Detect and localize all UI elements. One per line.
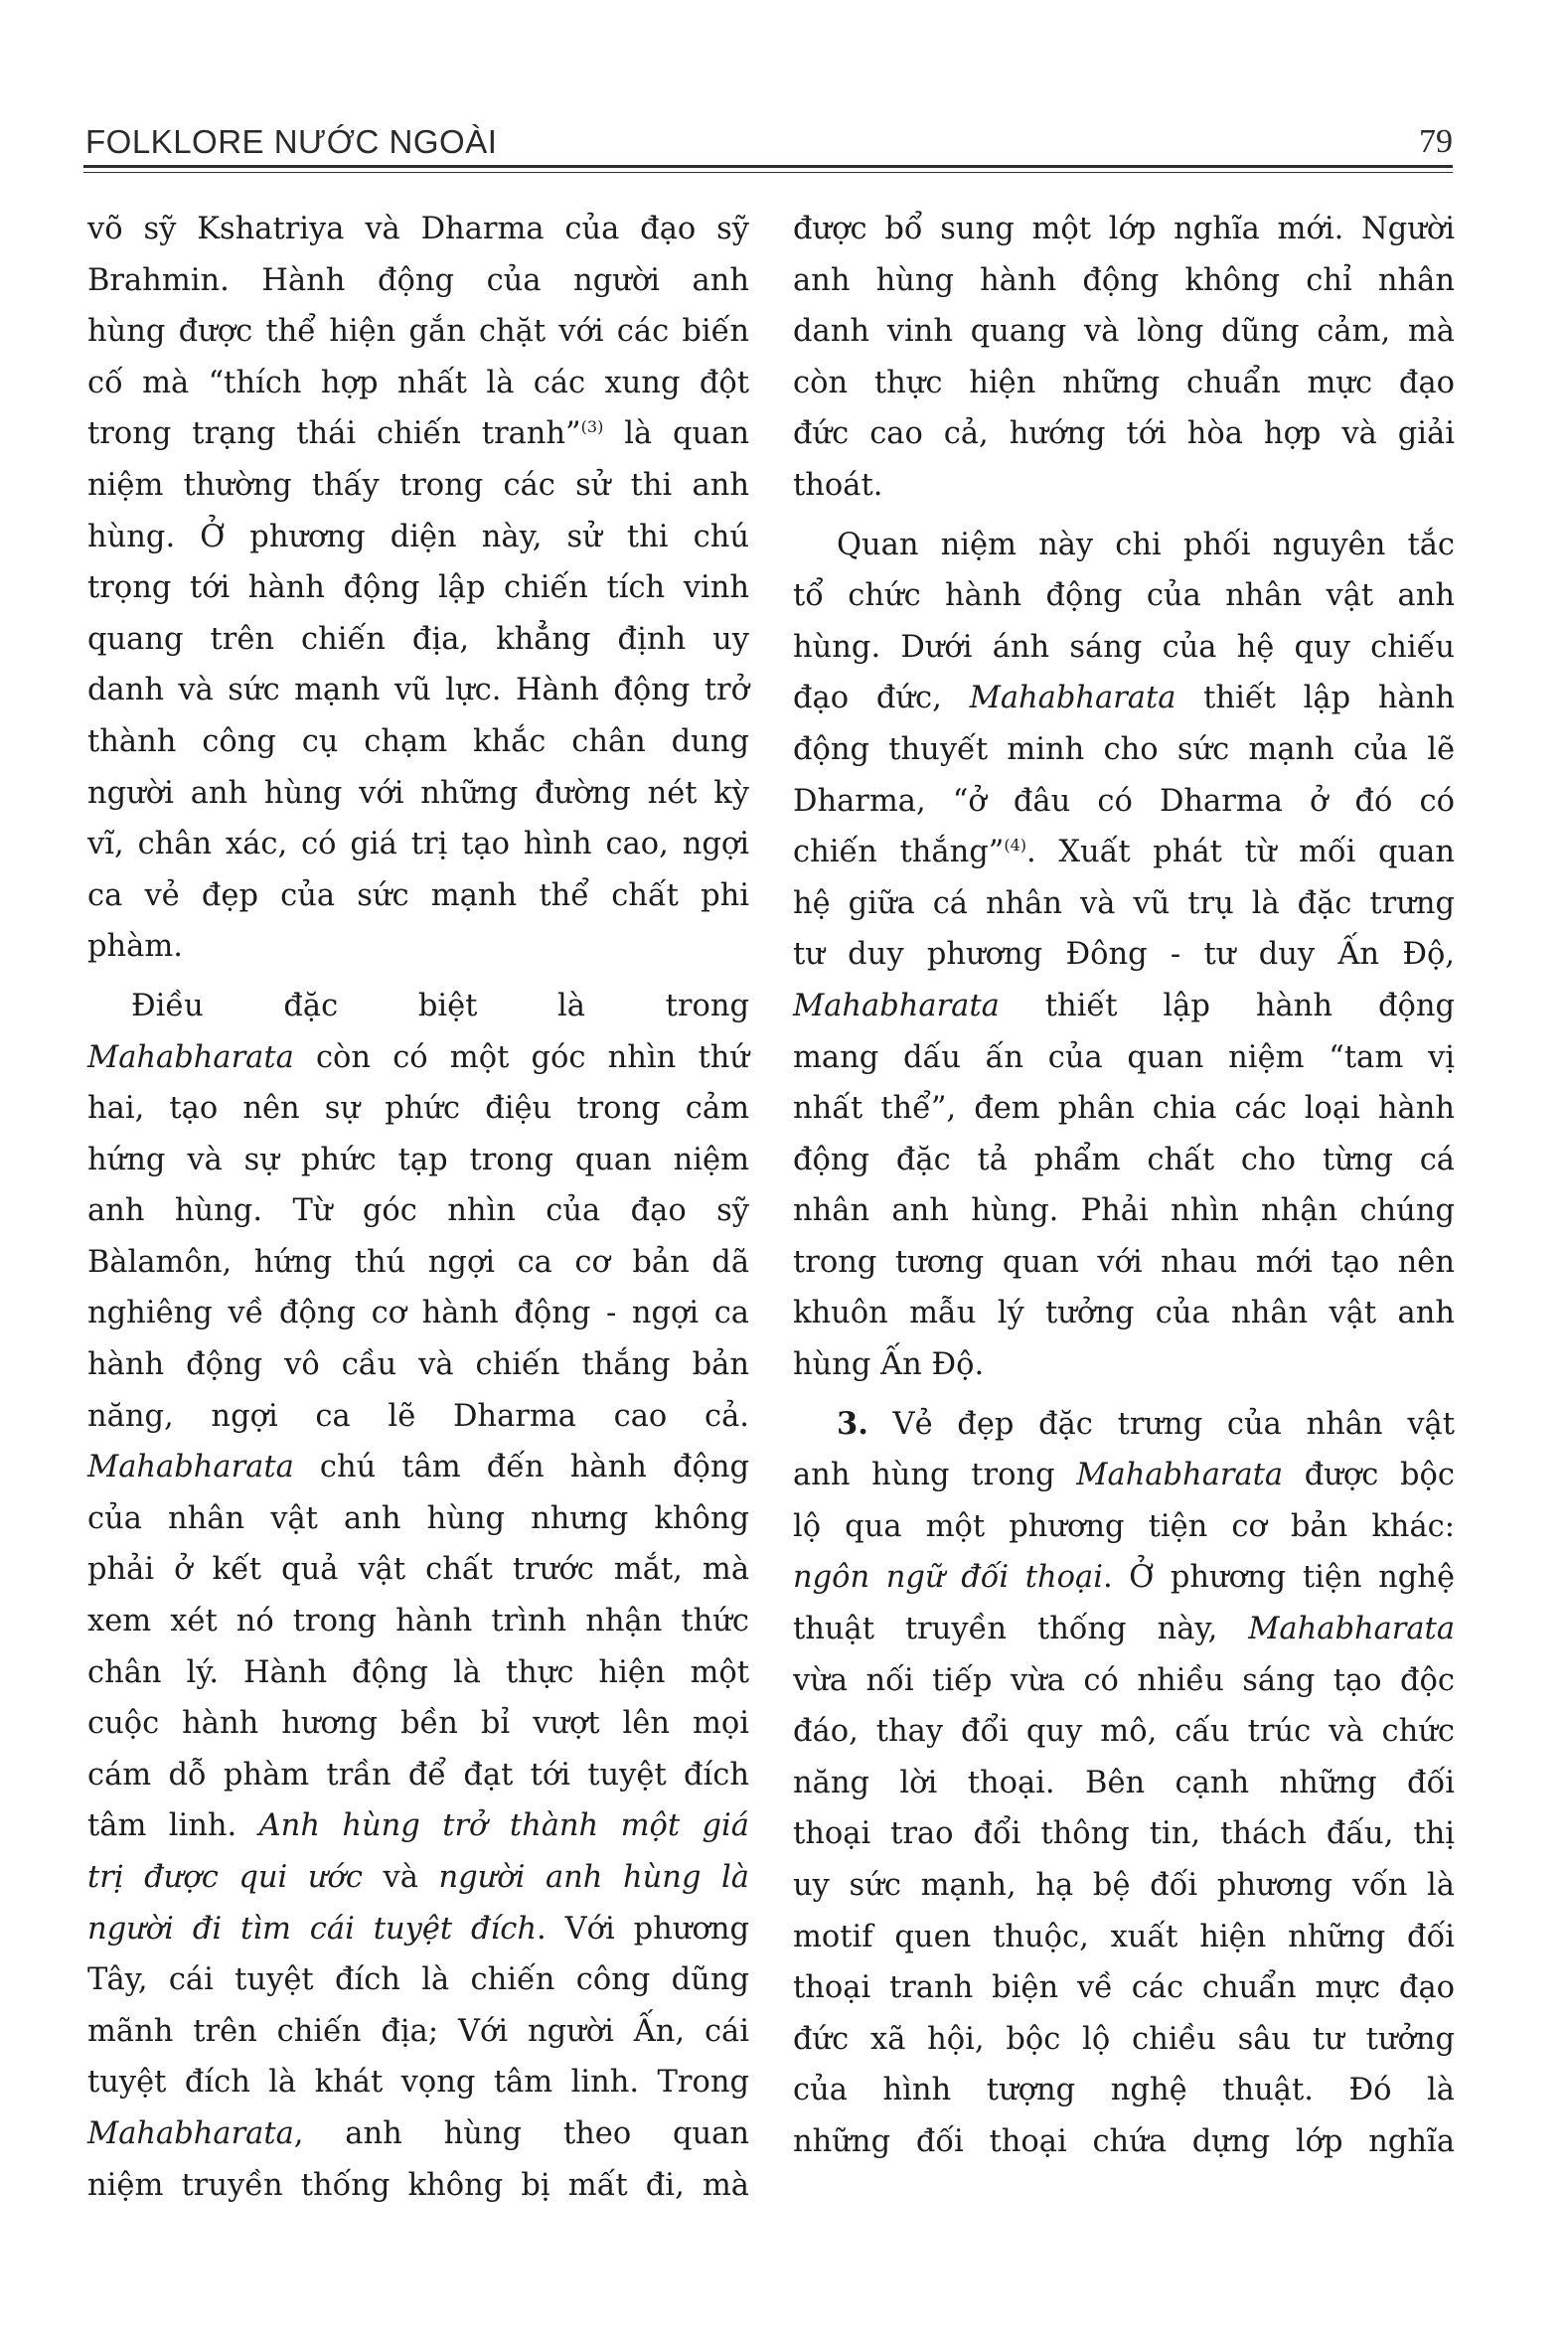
paragraph-gap (87, 973, 749, 981)
text-line: thoại tranh biện về các chuẩn mực đạo (793, 1970, 1455, 2006)
text-line: hai, tạo nên sự phức điệu trong cảm (87, 1091, 749, 1127)
text-line: nhất thể”, đem phân chia các loại hành (793, 1091, 1455, 1127)
text-line: chân lý. Hành động là thực hiện một (87, 1654, 749, 1690)
text-line: người đi tìm cái tuyệt đích. Với phương (87, 1911, 750, 1947)
paragraph-gap (793, 1391, 1455, 1399)
text-line: Mahabharata, anh hùng theo quan (87, 2115, 749, 2151)
text-line: mãnh trên chiến địa; Với người Ấn, cái (87, 2013, 749, 2049)
text-line: hứng và sự phức tạp trong quan niệm (87, 1142, 749, 1177)
text-line: 3. Vẻ đẹp đặc trưng của nhân vật (837, 1405, 1455, 1442)
text-line: của hình tượng nghệ thuật. Đó là (793, 2073, 1455, 2108)
running-header-title: FOLKLORE NƯỚC NGOÀI (85, 123, 498, 160)
header-rule-thin (83, 172, 1453, 173)
text-line: Brahmin. Hành động của người anh (87, 262, 749, 298)
text-line: đáo, thay đổi quy mô, cấu trúc và chức (793, 1714, 1455, 1750)
text-line: đạo đức, Mahabharata thiết lập hành (793, 681, 1455, 716)
right-text-column (793, 204, 1455, 2168)
text-line: Mahabharata chú tâm đến hành động (87, 1450, 749, 1485)
left-text-column (87, 204, 749, 2211)
text-line: hùng. Ở phương diện này, sử thi chú (87, 519, 749, 554)
text-line: trong trạng thái chiến tranh”$^{(3)}$ là quan (87, 416, 749, 452)
text-line: năng lời thoại. Bên cạnh những đối (793, 1765, 1455, 1800)
text-line: motif quen thuộc, xuất hiện những đối (793, 1919, 1455, 1954)
text-line: hệ giữa cá nhân và vũ trụ là đặc trưng (793, 885, 1455, 921)
text-line: cám dỗ phàm trần để đạt tới tuyệt đích (87, 1757, 749, 1792)
text-line: võ sỹ Kshatriya và Dharma của đạo sỹ (87, 212, 749, 246)
text-line: phải ở kết quả vật chất trước mắt, mà (87, 1552, 749, 1588)
text-line: người anh hùng với những đường nét kỳ (87, 775, 749, 811)
text-line: ngôn ngữ đối thoại. Ở phương tiện nghệ (793, 1560, 1455, 1596)
text-line: phàm. (87, 929, 183, 965)
header-rule-thick (83, 165, 1453, 168)
text-line: Mahabharata còn có một góc nhìn thứ (87, 1039, 749, 1075)
text-line: danh và sức mạnh vũ lực. Hành động trở (87, 673, 749, 708)
text-line: thoại trao đổi thông tin, thách đấu, thị (793, 1816, 1455, 1852)
text-line: mang dấu ấn của quan niệm “tam vị (793, 1039, 1455, 1075)
text-line: động đặc tả phẩm chất cho từng cá (793, 1142, 1455, 1177)
text-line: cố mà “thích hợp nhất là các xung đột (87, 365, 749, 400)
text-line: Dharma, “ở đâu có Dharma ở đó có (793, 783, 1455, 819)
text-line: thành công cụ chạm khắc chân dung (87, 723, 749, 759)
text-line: được bổ sung một lớp nghĩa mới. Người (793, 212, 1455, 246)
text-line: hành động vô cầu và chiến thắng bản (87, 1347, 749, 1383)
text-line: Điều đặc biệt là trong (131, 988, 749, 1023)
text-line: thuật truyền thống này, Mahabharata (793, 1612, 1455, 1647)
text-line: nhân anh hùng. Phải nhìn nhận chúng (793, 1193, 1455, 1229)
text-line: tổ chức hành động của nhân vật anh (793, 578, 1455, 614)
text-line: niệm thường thấy trong các sử thi anh (87, 467, 749, 503)
text-line: thoát. (793, 467, 883, 503)
text-line: vừa nối tiếp vừa có nhiều sáng tạo độc (793, 1662, 1455, 1698)
text-line: đức xã hội, bộc lộ chiều sâu tư tưởng (793, 2021, 1455, 2057)
text-line: anh hùng hành động không chỉ nhân (793, 262, 1455, 298)
text-line: đức cao cả, hướng tới hòa hợp và giải (793, 416, 1455, 452)
text-line: chiến thắng”$^{(4)}$. Xuất phát từ mối quan (793, 835, 1455, 870)
text-line: Tây, cái tuyệt đích là chiến công dũng (87, 1962, 749, 1998)
text-line: anh hùng. Từ góc nhìn của đạo sỹ (87, 1193, 749, 1229)
text-line: tư duy phương Đông - tư duy Ấn Độ, (793, 937, 1455, 973)
text-line: danh vinh quang và lòng dũng cảm, mà (793, 314, 1455, 350)
text-line: lộ qua một phương tiện cơ bản khác: (793, 1508, 1455, 1544)
text-line: Quan niệm này chi phối nguyên tắc (837, 527, 1455, 562)
text-line: những đối thoại chứa dựng lớp nghĩa (793, 2123, 1455, 2159)
text-line: Mahabharata thiết lập hành động (793, 988, 1455, 1023)
text-line: uy sức mạnh, hạ bệ đối phương vốn là (793, 1868, 1455, 1903)
text-line: Bàlamôn, hứng thú ngợi ca cơ bản dã (87, 1244, 749, 1280)
text-line: niệm truyền thống không bị mất đi, mà (87, 2167, 749, 2203)
text-line: trị được qui ước và người anh hùng là (87, 1860, 749, 1895)
text-line: động thuyết minh cho sức mạnh của lẽ (793, 731, 1455, 767)
text-line: khuôn mẫu lý tưởng của nhân vật anh (793, 1296, 1455, 1331)
text-line: hùng Ấn Độ. (793, 1347, 985, 1383)
text-line: trong tương quan với nhau mới tạo nên (793, 1244, 1455, 1280)
text-line: vĩ, chân xác, có giá trị tạo hình cao, ngợi (87, 827, 749, 862)
page-number: 79 (1419, 123, 1453, 160)
text-line: xem xét nó trong hành trình nhận thức (87, 1604, 749, 1639)
text-line: quang trên chiến địa, khẳng định uy (87, 621, 749, 657)
text-line: trọng tới hành động lập chiến tích vinh (87, 570, 749, 606)
text-line: nghiêng về động cơ hành động - ngợi ca (87, 1296, 749, 1331)
text-line: hùng. Dưới ánh sáng của hệ quy chiếu (793, 629, 1455, 665)
text-line: còn thực hiện những chuẩn mực đạo (793, 365, 1455, 400)
text-line: tâm linh. Anh hùng trở thành một giá (87, 1808, 749, 1844)
text-line: cuộc hành hương bền bỉ vượt lên mọi (87, 1706, 749, 1742)
text-line: anh hùng trong Mahabharata được bộc (793, 1458, 1455, 1493)
text-line: ca vẻ đẹp của sức mạnh thể chất phi (87, 877, 749, 913)
text-line: năng, ngợi ca lẽ Dharma cao cả. (87, 1398, 749, 1434)
text-line: của nhân vật anh hùng nhưng không (87, 1500, 749, 1536)
paragraph-gap (793, 512, 1455, 520)
text-line: hùng được thể hiện gắn chặt với các biến (87, 314, 749, 350)
text-line: tuyệt đích là khát vọng tâm linh. Trong (87, 2065, 749, 2101)
